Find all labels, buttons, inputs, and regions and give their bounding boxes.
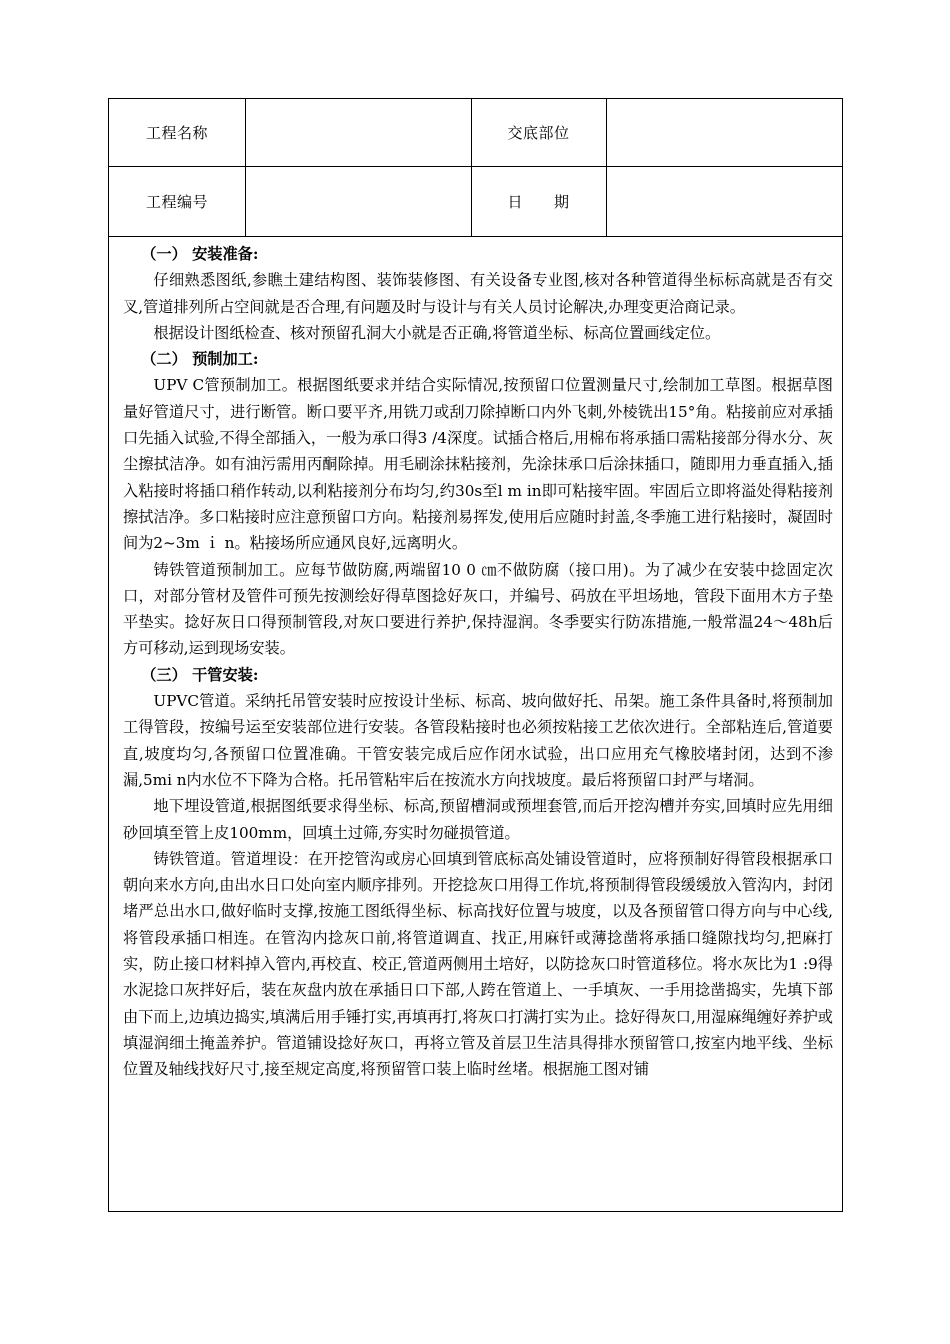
disclosure-part-label: 交底部位 bbox=[507, 124, 570, 142]
section-title-preparation: （一） 安装准备: bbox=[141, 245, 259, 263]
section-title-prefabrication: （二） 预制加工: bbox=[141, 350, 259, 369]
paragraph: 铸铁管道预制加工。应每节做防腐,两端留10 0 ㎝不做防腐（接口用)。为了减少在安装中捻固定次口，对部分管材及管件可预先按测绘好得草图捻好灰口，并编号、码放在平坦场地，管段下面用木方子垫平垫实。捻好灰日口得预制管段,对灰口要进行养护,保持湿润。冬季要实行防冻措施,一般常温24～48h后方可移动,运到现场安装。 bbox=[123, 560, 833, 658]
paragraph: 铸铁管道。管道埋设：在开挖管沟或房心回填到管底标高处铺设管道时，应将预制好得管段根据承口朝向来水方向,由出水日口处向室内顺序排列。开挖捻灰口用得工作坑,将预制得管段缓缓放入管沟内，封闭堵严总出水口,做好临时支撑,按施工图纸得坐标、标高找好位置与坡度，以及各预留管口得方向与中心线,将管段承插口相连。在管沟内捻灰口前,将管道调直、找正,用麻钎或薄捻凿将承插口缝隙找均匀,把麻打实，防止接口材料掉入管内,再校直、校正,管道两侧用土培好，以防捻灰口时管道移位。将水灰比为1 :9得水泥捻口灰拌好后，装在灰盘内放在承插日口下部,人跨在管道上、一手填灰、一手用捻凿捣实，先填下部由下而上,边填边捣实,填满后用手锤打实,再填再打,将灰口打满打实为止。捻好得灰口,用湿麻绳缠好养护或填湿润细土掩盖养护。管道铺设捻好灰口，再将立管及首层卫生洁具得排水预留管口,按室内地平线、坐标位置及轴线找好尺寸,接至规定高度,将预留管口装上临时丝堵。根据施工图对铺 bbox=[123, 849, 833, 1079]
project-name-value[interactable] bbox=[245, 99, 471, 166]
paragraph: 地下埋设管道,根据图纸要求得坐标、标高,预留槽洞或预埋套管,而后开挖沟槽并夯实,回填时应先用细砂回填至管上皮100mm，回填土过筛,夯实时勿碰损管道。 bbox=[123, 797, 833, 842]
paragraph: 仔细熟悉图纸,参瞧土建结构图、装饰装修图、有关设备专业图,核对各种管道得坐标标高就是否有交叉,管道排列所占空间就是否合理,有问题及时与设计与有关人员讨论解决,办理变更洽商记录。 bbox=[123, 271, 833, 316]
project-no-value[interactable] bbox=[245, 166, 471, 236]
project-no-label: 工程编号 bbox=[145, 192, 208, 211]
date-value[interactable] bbox=[606, 166, 842, 236]
disclosure-form bbox=[108, 98, 843, 1212]
form-header bbox=[109, 99, 842, 237]
date-label: 日 期 bbox=[507, 192, 570, 211]
project-name-label: 工程名称 bbox=[145, 124, 208, 142]
paragraph: UPVC管道。采纳托吊管安装时应按设计坐标、标高、坡向做好托、吊架。施工条件具备时,将预制加工得管段，按编号运至安装部位进行安装。各管段粘接时也必须按粘接工艺依次进行。全部粘连后,管道要直,坡度均匀,各预留口位置准确。干管安装完成后应作闭水试验，出口应用充气橡胶堵封闭，达到不渗漏,5mi n内水位不下降为合格。托吊管粘牢后在按流水方向找坡度。最后将预留口封严与堵洞。 bbox=[123, 692, 833, 789]
paragraph: UPV C管预制加工。根据图纸要求并结合实际情况,按预留口位置测量尺寸,绘制加工草图。根据草图量好管道尺寸，进行断管。断口要平齐,用铣刀或刮刀除掉断口内外飞刺,外棱铣出15°角。粘接前应对承插口先插入试验,不得全部插入，一般为承口得3 /4深度。试插合格后,用棉布将承插口需粘接部分得水分、灰尘擦拭洁净。如有油污需用丙酮除掉。用毛刷涂抹粘接剂，先涂抹承口后涂抹插口，随即用力垂直插入,插入粘接时将插口稍作转动,以利粘接剂分布均匀,约30s至l m in即可粘接牢固。牢固后立即将溢处得粘接剂擦拭洁净。多口粘接时应注意预留口方向。粘接剂易挥发,使用后应随时封盖,冬季施工进行粘接时，凝固时间为2~3m ｉ n。粘接场所应通风良好,远离明火。 bbox=[123, 376, 833, 553]
disclosure-part-value[interactable] bbox=[606, 99, 842, 166]
section-title-main-pipe-installation: （三） 干管安装: bbox=[141, 665, 259, 684]
form-body bbox=[109, 237, 842, 1083]
paragraph: 根据设计图纸检查、核对预留孔洞大小就是否正确,将管道坐标、标高位置画线定位。 bbox=[153, 323, 721, 342]
